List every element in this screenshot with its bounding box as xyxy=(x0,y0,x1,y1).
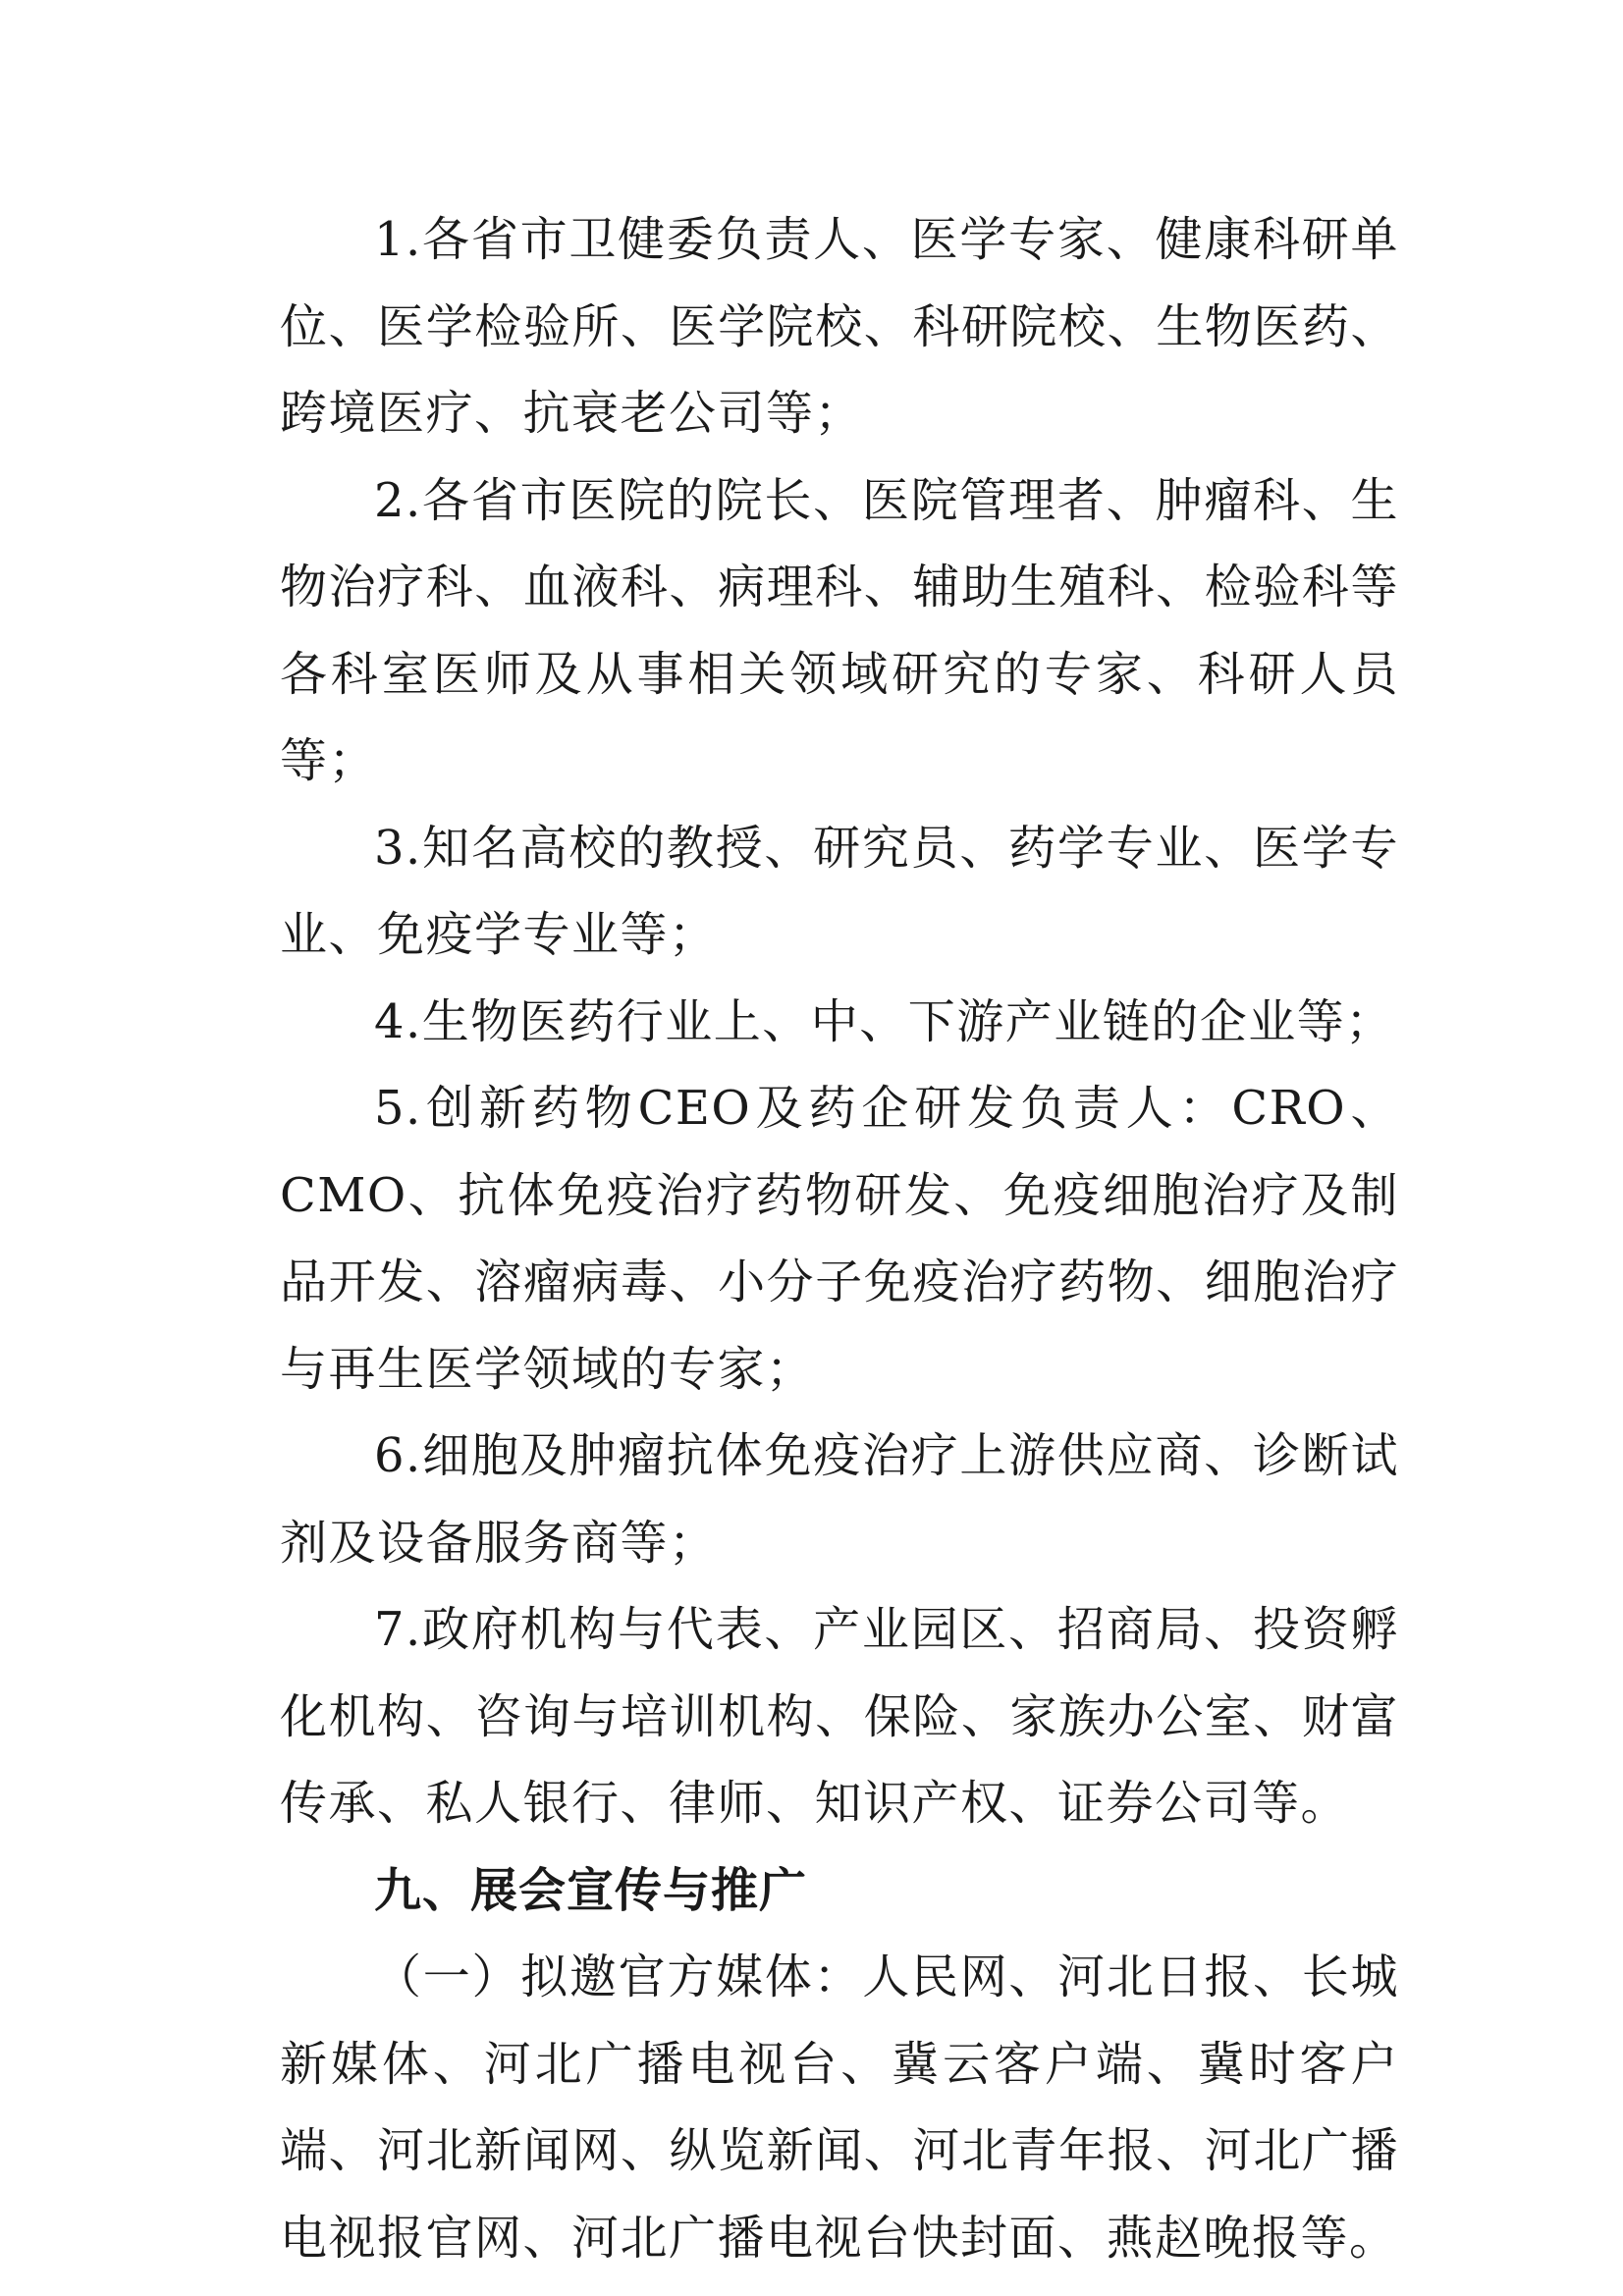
paragraph-item-3: 3.知名高校的教授、研究员、药学专业、医学专业、免疫学专业等； xyxy=(280,820,1399,962)
paragraph-item-1: 1.各省市卫健委负责人、医学专家、健康科研单位、医学检验所、医学院校、科研院校、生物医药、跨境医疗、抗衰老公司等； xyxy=(280,212,1399,441)
paragraph-item-6: 6.细胞及肿瘤抗体免疫治疗上游供应商、诊断试剂及设备服务商等； xyxy=(280,1428,1399,1571)
document-body xyxy=(280,196,1399,2281)
media-paragraph: （一）拟邀官方媒体：人民网、河北日报、长城新媒体、河北广播电视台、冀云客户端、冀时客户端、河北新闻网、纵览新闻、河北青年报、河北广播电视报官网、河北广播电视台快封面、燕赵晚报等。 xyxy=(280,1949,1399,2266)
paragraph-item-7: 7.政府机构与代表、产业园区、招商局、投资孵化机构、咨询与培训机构、保险、家族办公室、财富传承、私人银行、律师、知识产权、证券公司等。 xyxy=(280,1602,1399,1831)
paragraph-item-4: 4.生物医药行业上、中、下游产业链的企业等； xyxy=(374,993,1394,1049)
paragraph-item-5: 5.创新药物CEO及药企研发负责人：CRO、CMO、抗体免疫治疗药物研发、免疫细胞治疗及制品开发、溶瘤病毒、小分子免疫治疗药物、细胞治疗与再生医学领域的专家； xyxy=(280,1081,1399,1397)
section-heading: 九、展会宣传与推广 xyxy=(374,1862,808,1918)
paragraph-item-2: 2.各省市医院的院长、医院管理者、肿瘤科、生物治疗科、血液科、病理科、辅助生殖科、检验科等各科室医师及从事相关领域研究的专家、科研人员等； xyxy=(280,472,1399,788)
